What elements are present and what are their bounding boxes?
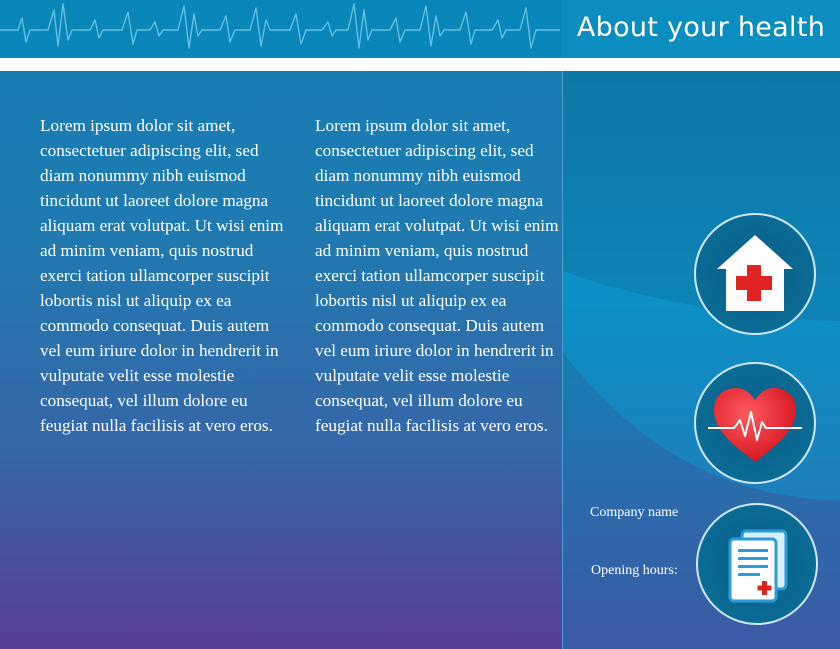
opening-hours-label: Opening hours:	[591, 563, 678, 578]
house-cross-icon	[694, 213, 816, 335]
page-title: About your health	[576, 12, 826, 43]
top-banner	[0, 0, 840, 58]
medical-documents-icon	[696, 503, 818, 625]
body-text-column-1: Lorem ipsum dolor sit amet, consectetuer adipiscing elit, sed diam nonummy nibh euismod tincidunt ut laoreet dolore magna aliquam erat volutpat. Ut wisi enim ad minim veniam, quis nostrud exerci tation ullamcorper suscipit lobortis nisl ut aliquip ex ea commodo consequat. Duis autem vel eum iriure dolor in hendrerit in vulputate velit esse molestie consequat, vel illum dolore eu feugiat nulla facilisis at vero eros.	[40, 116, 284, 435]
white-divider-strip	[0, 58, 840, 71]
company-name-label: Company name	[590, 505, 679, 520]
ekg-line-decoration	[0, 0, 560, 58]
title-box	[562, 0, 840, 58]
body-text-column-2: Lorem ipsum dolor sit amet, consectetuer adipiscing elit, sed diam nonummy nibh euismod tincidunt ut laoreet dolore magna aliquam erat volutpat. Ut wisi enim ad minim veniam, quis nostrud exerci tation ullamcorper suscipit lobortis nisl ut aliquip ex ea commodo consequat. Duis autem vel eum iriure dolor in hendrerit in vulputate velit esse molestie consequat, vel illum dolore eu feugiat nulla facilisis at vero eros.	[315, 116, 559, 435]
heart-ekg-icon	[694, 362, 816, 484]
